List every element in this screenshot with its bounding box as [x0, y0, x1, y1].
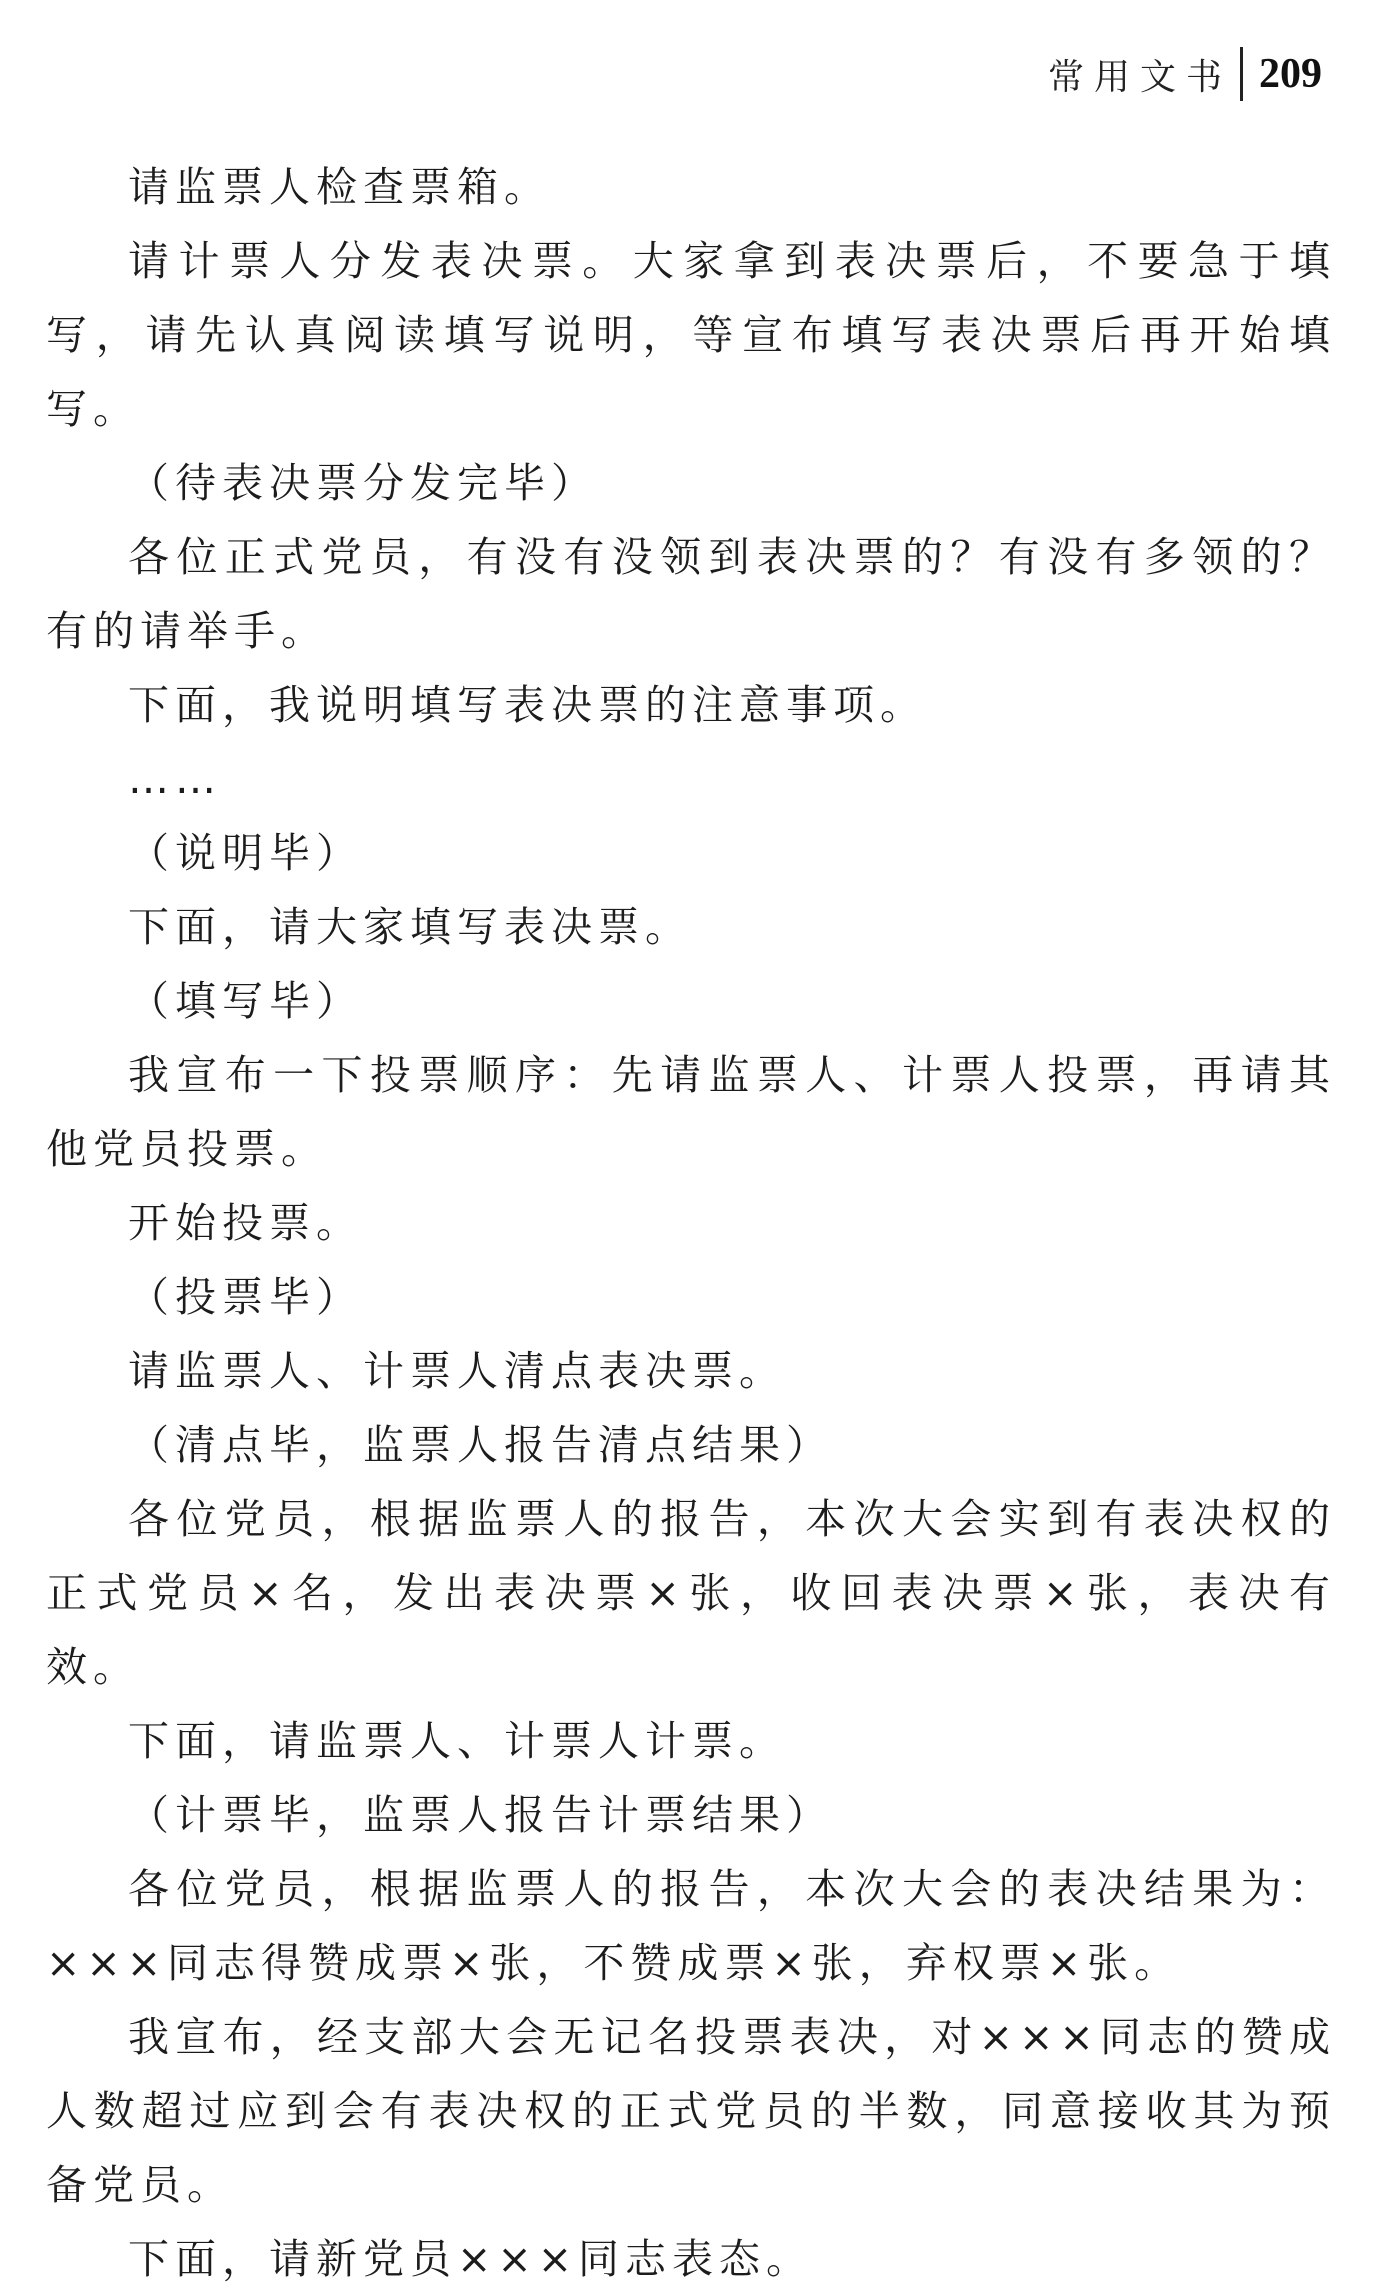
paragraph: 各位党员，根据监票人的报告，本次大会实到有表决权的正式党员×名，发出表决票×张，收回表决票×张，表决有效。	[46, 1495, 1336, 1691]
paragraph: 下面，请大家填写表决票。	[128, 903, 692, 951]
paragraph: 下面，请监票人、计票人计票。	[128, 1717, 786, 1765]
stage-direction: （投票毕）	[128, 1273, 363, 1321]
paragraph: 下面，请新党员×××同志表态。	[128, 2235, 814, 2283]
stage-direction: （填写毕）	[128, 977, 363, 1025]
stage-direction: （清点毕，监票人报告清点结果）	[128, 1421, 833, 1469]
paragraph: 请监票人、计票人清点表决票。	[128, 1347, 786, 1395]
stage-direction: （计票毕，监票人报告计票结果）	[128, 1791, 833, 1839]
paragraph: 各位正式党员，有没有没领到表决票的？有没有多领的？有的请举手。	[46, 533, 1336, 655]
paragraph: 我宣布，经支部大会无记名投票表决，对×××同志的赞成人数超过应到会有表决权的正式党员的半数，同意接收其为预备党员。	[46, 2013, 1336, 2209]
section-title: 常用文书	[1047, 56, 1232, 98]
header-divider	[1240, 47, 1243, 101]
paragraph: 我宣布一下投票顺序：先请监票人、计票人投票，再请其他党员投票。	[46, 1051, 1336, 1173]
paragraph: 下面，我说明填写表决票的注意事项。	[128, 681, 927, 729]
paragraph: 请计票人分发表决票。大家拿到表决票后，不要急于填写，请先认真阅读填写说明，等宣布填写表决票后再开始填写。	[46, 237, 1336, 433]
body-text	[46, 150, 1336, 2296]
running-header	[1048, 44, 1322, 104]
stage-direction: （待表决票分发完毕）	[128, 459, 598, 507]
stage-direction: （说明毕）	[128, 829, 363, 877]
paragraph: 各位党员，根据监票人的报告，本次大会的表决结果为：×××同志得赞成票×张，不赞成票×张，弃权票×张。	[46, 1865, 1336, 1987]
ellipsis: ……	[128, 755, 222, 803]
page-number: 209	[1259, 51, 1322, 97]
paragraph: 开始投票。	[128, 1199, 363, 1247]
paragraph: 请监票人检查票箱。	[128, 163, 551, 211]
